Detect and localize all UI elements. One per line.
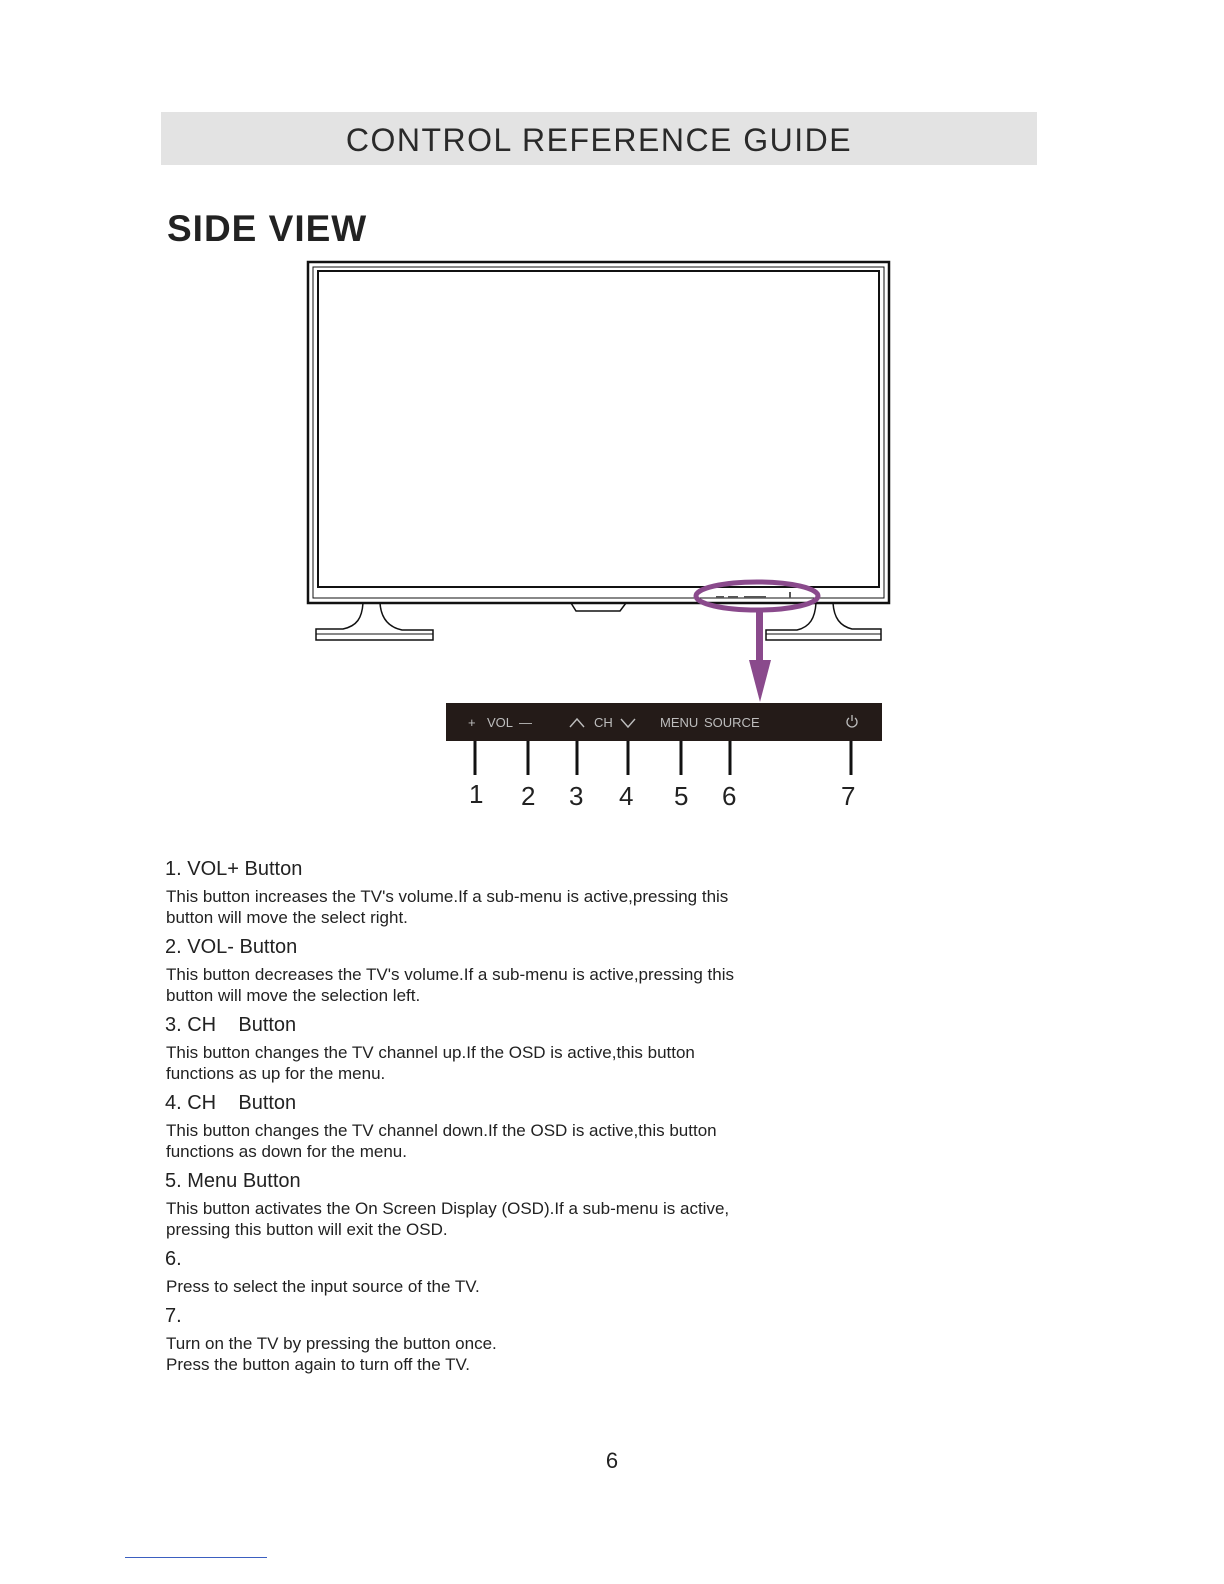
item-body (166, 886, 865, 928)
vol-label: VOL (487, 715, 514, 730)
description-source (165, 1246, 865, 1297)
item-heading: 3. CH Button (165, 1014, 297, 1036)
button-location-highlight (696, 582, 818, 702)
item-line: This button changes the TV channel down.If the OSD is active,this button (166, 1121, 717, 1140)
description-vol-minus (165, 934, 865, 1006)
item-line: This button increases the TV's volume.If a sub-menu is active,pressing this (166, 887, 729, 906)
item-line: Press to select the input source of the TV. (166, 1277, 480, 1296)
item-body (166, 1276, 865, 1297)
item-body (166, 1042, 865, 1084)
tiny-button-marks (716, 592, 791, 598)
item-heading: 7. (165, 1305, 182, 1327)
item-heading: 4. CH Button (165, 1092, 297, 1114)
item-line: functions as up for the menu. (166, 1064, 386, 1083)
item-heading: 6. (165, 1248, 182, 1270)
item-line: button will move the selection left. (166, 986, 421, 1005)
item-line: functions as down for the menu. (166, 1142, 407, 1161)
item-line: button will move the select right. (166, 908, 408, 927)
ch-label: CH (594, 715, 613, 730)
item-line: This button changes the TV channel up.If the OSD is active,this button (166, 1043, 695, 1062)
button-descriptions (165, 856, 865, 1381)
menu-label: MENU (660, 715, 699, 730)
item-body (166, 1333, 865, 1375)
page-title: CONTROL REFERENCE GUIDE (345, 122, 853, 158)
item-body (166, 964, 865, 1006)
callout-2: 2 (521, 781, 536, 811)
item-line: Press the button again to turn off the TV. (166, 1355, 471, 1374)
page-number: 6 (605, 1448, 619, 1473)
callout-5: 5 (674, 781, 689, 811)
description-vol-plus (165, 856, 865, 928)
source-label: SOURCE (704, 715, 760, 730)
footer-rule (125, 1557, 267, 1558)
description-power (165, 1303, 865, 1375)
description-menu (165, 1168, 865, 1240)
item-body (166, 1198, 865, 1240)
item-line: pressing this button will exit the OSD. (166, 1220, 448, 1239)
vol-minus-label: — (519, 715, 532, 730)
control-panel (446, 703, 882, 741)
callout-7: 7 (841, 781, 856, 811)
tv-illustration (308, 262, 889, 640)
description-ch-up (165, 1012, 865, 1084)
section-title: SIDE VIEW (167, 208, 368, 249)
item-heading: 1. VOL+ Button (165, 858, 303, 880)
vol-plus-label: + (468, 715, 476, 730)
item-heading: 2. VOL- Button (165, 936, 298, 958)
callout-1: 1 (469, 779, 484, 809)
item-heading: 5. Menu Button (165, 1170, 301, 1192)
item-line: Turn on the TV by pressing the button once. (166, 1334, 497, 1353)
description-ch-down (165, 1090, 865, 1162)
callout-6: 6 (722, 781, 737, 811)
item-line: This button decreases the TV's volume.If a sub-menu is active,pressing this (166, 965, 734, 984)
callout-lines (475, 741, 851, 775)
callout-3: 3 (569, 781, 584, 811)
item-line: This button activates the On Screen Display (OSD).If a sub-menu is active, (166, 1199, 730, 1218)
item-body (166, 1120, 865, 1162)
callout-4: 4 (619, 781, 634, 811)
